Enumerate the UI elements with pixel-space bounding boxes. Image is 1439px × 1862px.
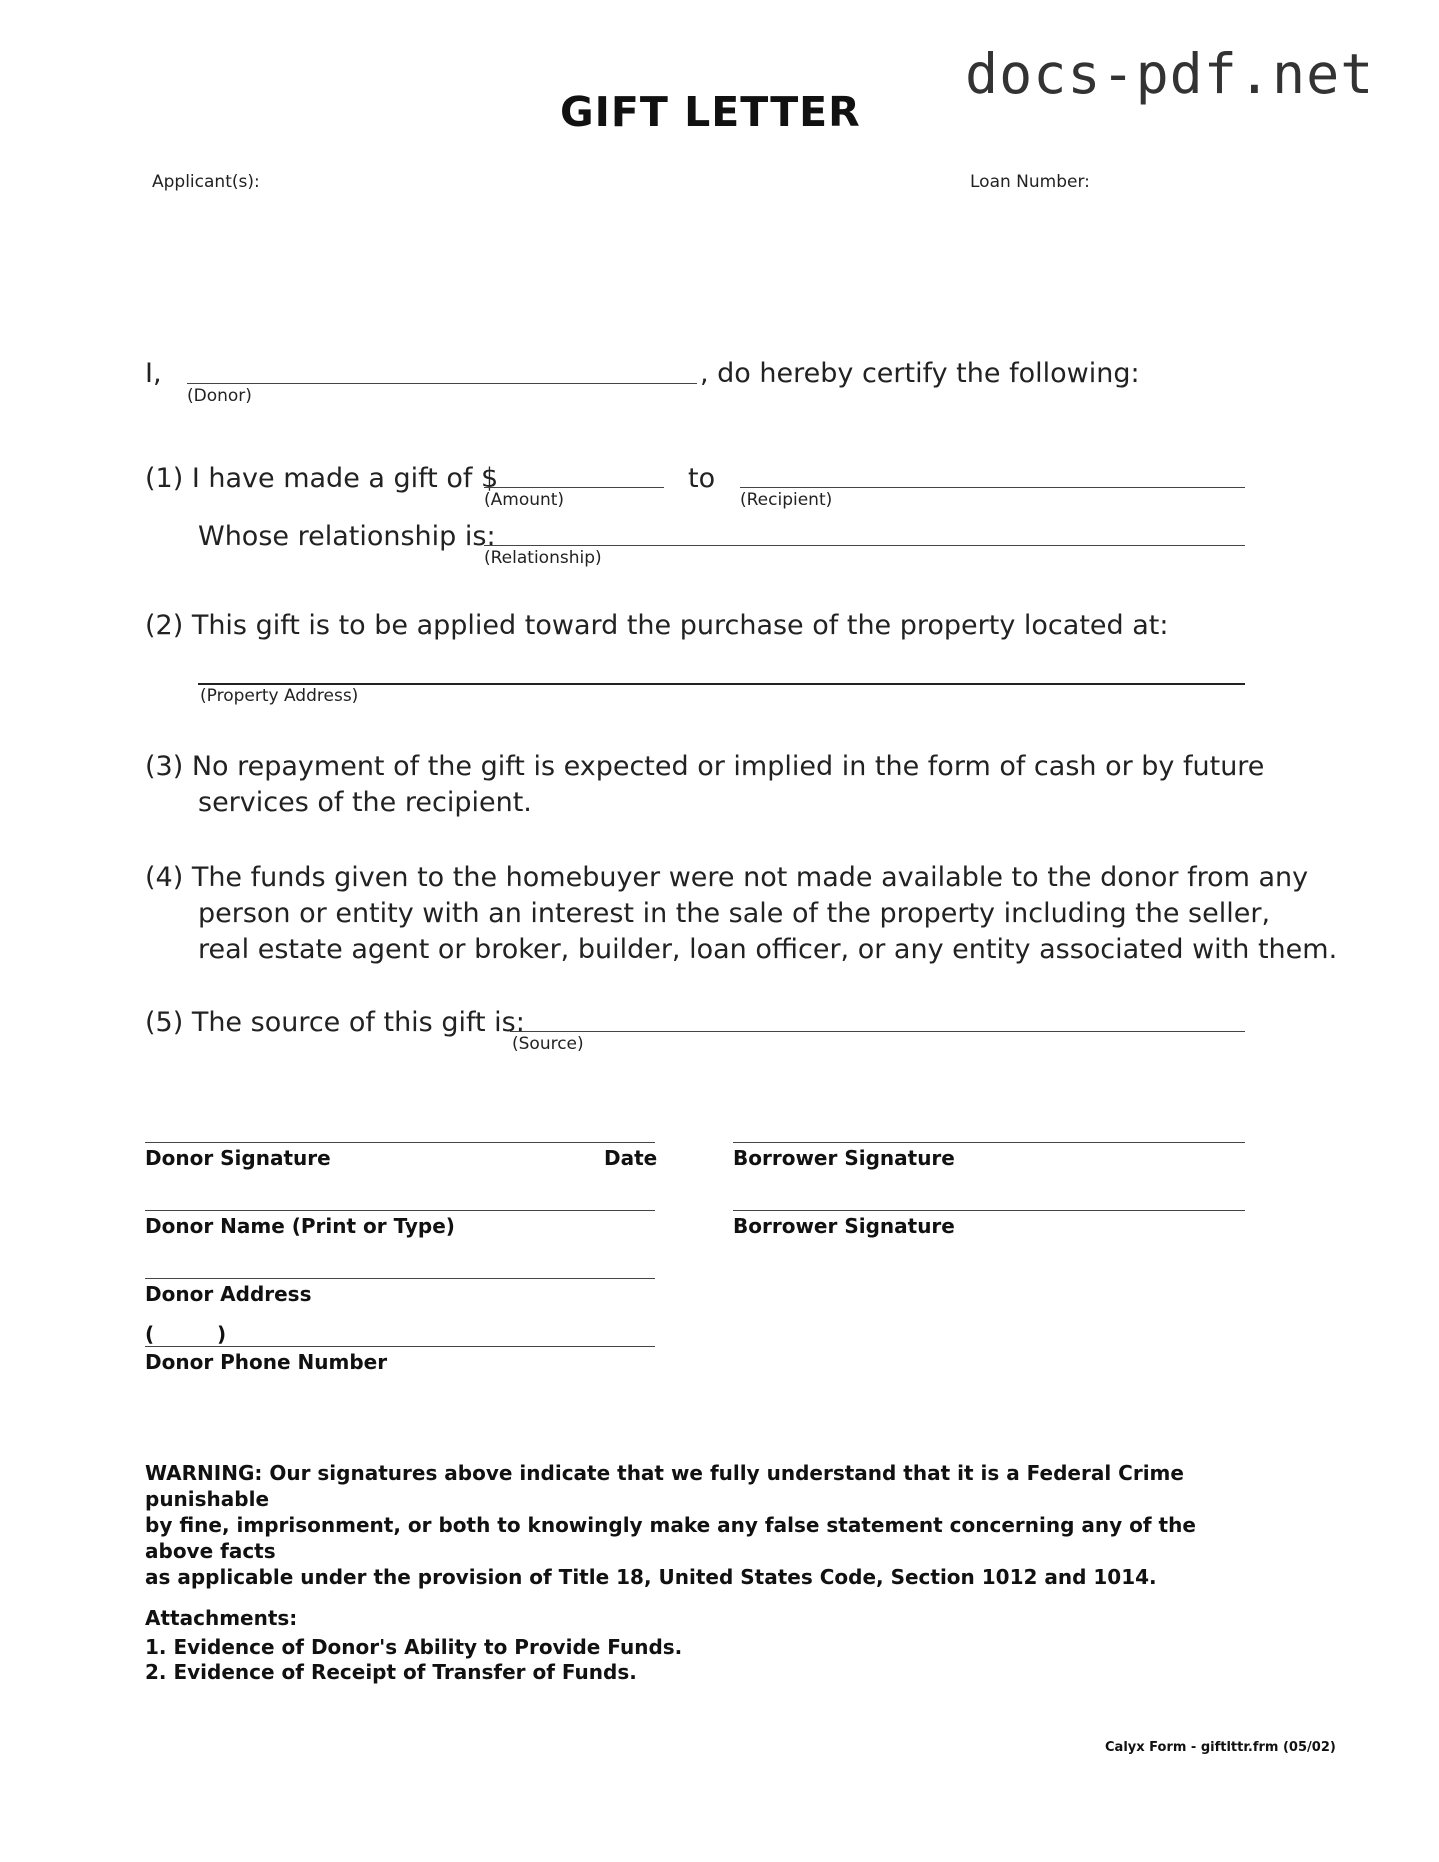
borrower-signature-1-label: Borrower Signature xyxy=(733,1146,955,1170)
warning-line2: by fine, imprisonment, or both to knowingly make any false statement concerning any of the above facts xyxy=(145,1513,1196,1563)
warning-block xyxy=(145,1460,1245,1590)
item2-text: (2) This gift is to be applied toward the purchase of the property located at: xyxy=(145,610,1169,641)
donor-phone-field[interactable] xyxy=(145,1346,655,1347)
donor-name-label: Donor Name (Print or Type) xyxy=(145,1214,455,1238)
relationship-field[interactable] xyxy=(484,545,1245,546)
attachment-item-1: 1. Evidence of Donor's Ability to Provide Funds. xyxy=(145,1635,683,1659)
borrower-signature-2-field[interactable] xyxy=(733,1210,1245,1211)
applicants-label: Applicant(s): xyxy=(152,172,260,192)
item5-text: (5) The source of this gift is: xyxy=(145,1007,525,1038)
item4-line3: real estate agent or broker, builder, loan officer, or any entity associated with them. xyxy=(198,934,1338,965)
to-text: to xyxy=(688,463,716,494)
source-field[interactable] xyxy=(510,1031,1245,1032)
property-address-label: (Property Address) xyxy=(200,686,359,706)
watermark: docs-pdf.net xyxy=(965,42,1375,106)
certify-text: , do hereby certify the following: xyxy=(700,358,1140,389)
relationship-text: Whose relationship is: xyxy=(198,521,496,552)
source-label: (Source) xyxy=(512,1034,584,1054)
item3-line2: services of the recipient. xyxy=(198,787,532,818)
borrower-signature-1-field[interactable] xyxy=(733,1142,1245,1143)
item4-line2: person or entity with an interest in the sale of the property including the seller, xyxy=(198,898,1271,929)
phone-paren-open: ( xyxy=(145,1322,155,1346)
recipient-field[interactable] xyxy=(740,487,1245,488)
donor-name-field[interactable] xyxy=(145,1210,655,1211)
phone-paren-close: ) xyxy=(217,1322,227,1346)
warning-line1: WARNING: Our signatures above indicate that we fully understand that it is a Federal Crime punishable xyxy=(145,1461,1184,1511)
donor-address-field[interactable] xyxy=(145,1278,655,1279)
borrower-signature-2-label: Borrower Signature xyxy=(733,1214,955,1238)
loan-number-label: Loan Number: xyxy=(970,172,1090,192)
form-footer: Calyx Form - giftlttr.frm (05/02) xyxy=(1105,1740,1336,1755)
donor-prefix: I, xyxy=(145,358,162,389)
relationship-label: (Relationship) xyxy=(484,548,602,568)
donor-field-label: (Donor) xyxy=(187,386,252,406)
donor-signature-field[interactable] xyxy=(145,1142,655,1143)
item1-text: (1) I have made a gift of $ xyxy=(145,463,499,494)
property-address-field[interactable] xyxy=(198,683,1245,685)
recipient-label: (Recipient) xyxy=(740,490,833,510)
attachment-item-2: 2. Evidence of Receipt of Transfer of Funds. xyxy=(145,1660,637,1684)
attachments-heading: Attachments: xyxy=(145,1606,298,1630)
warning-line3: as applicable under the provision of Title 18, United States Code, Section 1012 and 1014. xyxy=(145,1565,1157,1589)
donor-phone-label: Donor Phone Number xyxy=(145,1350,388,1374)
donor-address-label: Donor Address xyxy=(145,1282,312,1306)
page-title: GIFT LETTER xyxy=(560,88,861,136)
amount-field[interactable] xyxy=(484,487,664,488)
item4-line1: (4) The funds given to the homebuyer were not made available to the donor from any xyxy=(145,862,1309,893)
item3-line1: (3) No repayment of the gift is expected or implied in the form of cash or by future xyxy=(145,751,1265,782)
amount-label: (Amount) xyxy=(484,490,565,510)
donor-field[interactable] xyxy=(187,383,697,384)
donor-signature-label: Donor Signature xyxy=(145,1146,331,1170)
date-label: Date xyxy=(604,1146,658,1170)
